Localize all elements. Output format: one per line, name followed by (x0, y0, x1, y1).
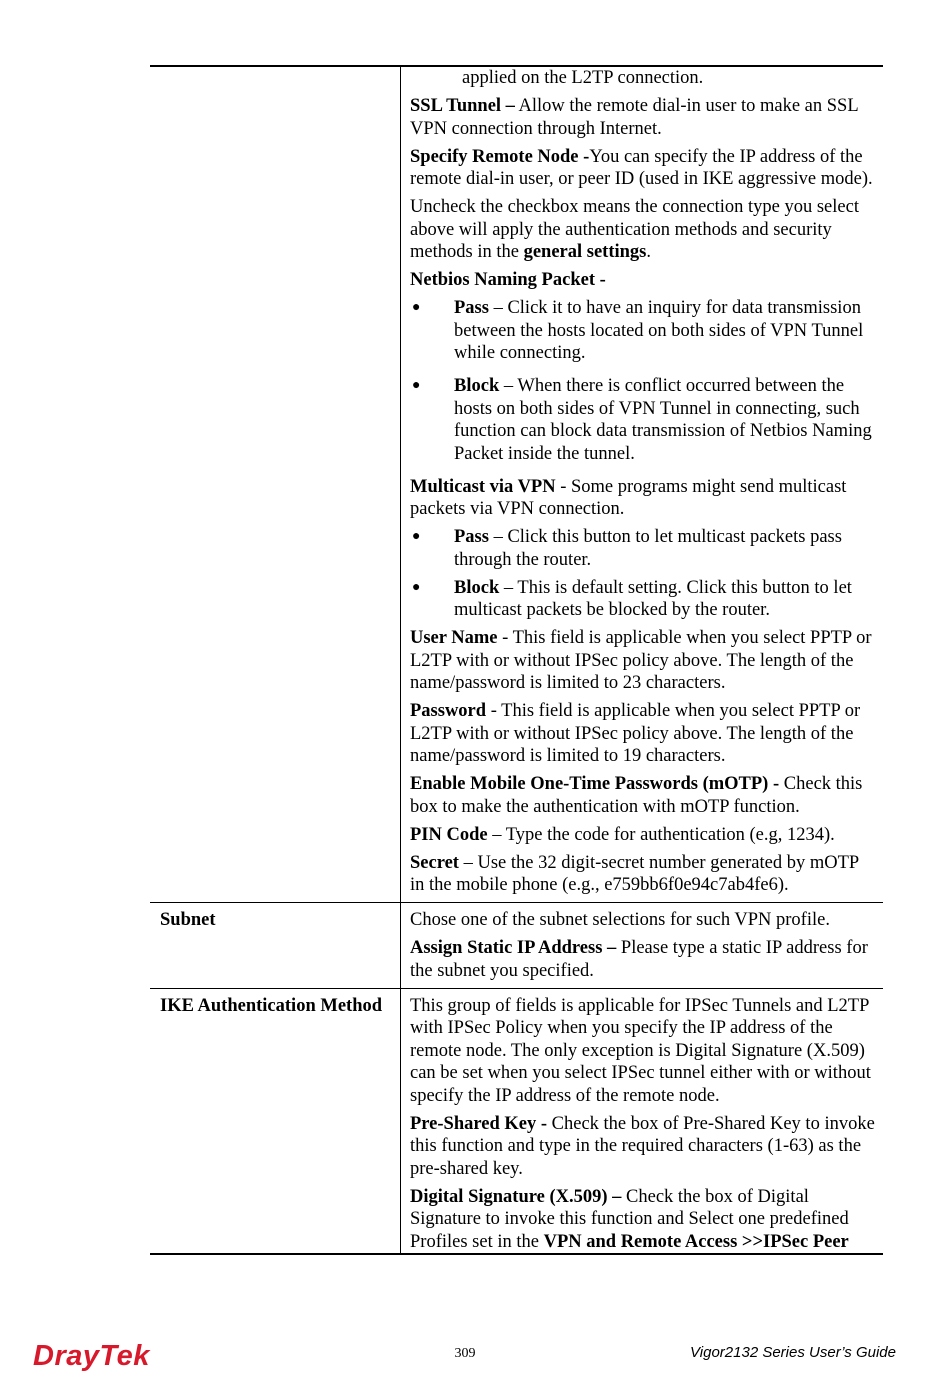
guide-title: Vigor2132 Series User’s Guide (690, 1344, 896, 1361)
list-item: ● Pass – Click it to have an inquiry for data transmission between the hosts located on both sides of VPN Tunnel while connecting. (412, 298, 864, 363)
secret-para: Secret – Use the 32 digit-secret number generated by mOTP in the mobile phone (e.g., e759bb6f0e94c7ab4fe6). (410, 852, 859, 895)
bullet-icon: ● (412, 300, 421, 315)
draytek-logo: DrayTek (33, 1340, 150, 1372)
subnet-intro: Chose one of the subnet selections for such VPN profile. (410, 910, 830, 930)
page-number: 309 (454, 1346, 476, 1361)
bullet-icon: ● (412, 529, 421, 544)
row-description (401, 903, 884, 989)
ssl-tunnel-para: SSL Tunnel – Allow the remote dial-in user to make an SSL VPN connection through Internet. (410, 96, 858, 139)
pin-para: PIN Code – Type the code for authentication (e.g, 1234). (410, 824, 835, 845)
uncheck-para: Uncheck the checkbox means the connection type you select above will apply the authentication methods and security methods in the general settings. (410, 197, 859, 262)
bullet-icon: ● (412, 579, 421, 595)
table-row (150, 903, 883, 989)
table-row (150, 988, 883, 1254)
username-para: User Name - This field is applicable when you select PPTP or L2TP with or without IPSec policy above. The length of the name/password is limited to 23 characters. (410, 628, 872, 693)
multicast-para: Multicast via VPN - Some programs might send multicast packets via VPN connection. (410, 476, 847, 519)
row-description (401, 988, 884, 1254)
row-description (401, 65, 884, 903)
digsig-para: Digital Signature (X.509) – Check the box of Digital Signature to invoke this function and Select one predefined Profiles set in the VPN and Remote Access >>IPSec Peer (410, 1186, 849, 1252)
row-label (150, 65, 401, 903)
list-item: ● Block – This is default setting. Click this button to let multicast packets be blocked by the router. (412, 577, 852, 620)
ike-intro: This group of fields is applicable for IPSec Tunnels and L2TP with IPSec Policy when you specify the IP address of the remote node. The only exception is Digital Signature (X.509) can be set when you select IPSec tunnel either with or without specify the IP address of the remote node. (410, 995, 871, 1106)
static-ip-para: Assign Static IP Address – Please type a static IP address for the subnet you specified. (410, 938, 868, 981)
psk-para: Pre-Shared Key - Check the box of Pre-Shared Key to invoke this function and type in the required characters (1-63) as the pre-shared key. (410, 1113, 875, 1179)
table-row (150, 65, 883, 903)
parameter-table (150, 65, 883, 1255)
list-item: ● Pass – Click this button to let multicast packets pass through the router. (412, 527, 842, 570)
row-label: Subnet (150, 903, 401, 989)
bullet-icon: ● (412, 378, 421, 393)
continuation-text: applied on the L2TP connection. (462, 68, 704, 88)
password-para: Password - This field is applicable when you select PPTP or L2TP with or without IPSec policy above. The length of the name/password is limited to 19 characters. (410, 701, 861, 766)
motp-para: Enable Mobile One-Time Passwords (mOTP) - Check this box to make the authentication with mOTP function. (410, 774, 863, 817)
list-item: ● Block – When there is conflict occurred between the hosts on both sides of VPN Tunnel in connecting, such function can block data transmission of Netbios Naming Packet inside the tunnel. (412, 376, 872, 464)
page-footer (0, 1338, 950, 1378)
netbios-heading: Netbios Naming Packet - (410, 270, 606, 290)
remote-node-para: Specify Remote Node -You can specify the IP address of the remote dial-in user, or peer ID (used in IKE aggressive mode). (410, 146, 873, 189)
row-label: IKE Authentication Method (150, 988, 401, 1254)
